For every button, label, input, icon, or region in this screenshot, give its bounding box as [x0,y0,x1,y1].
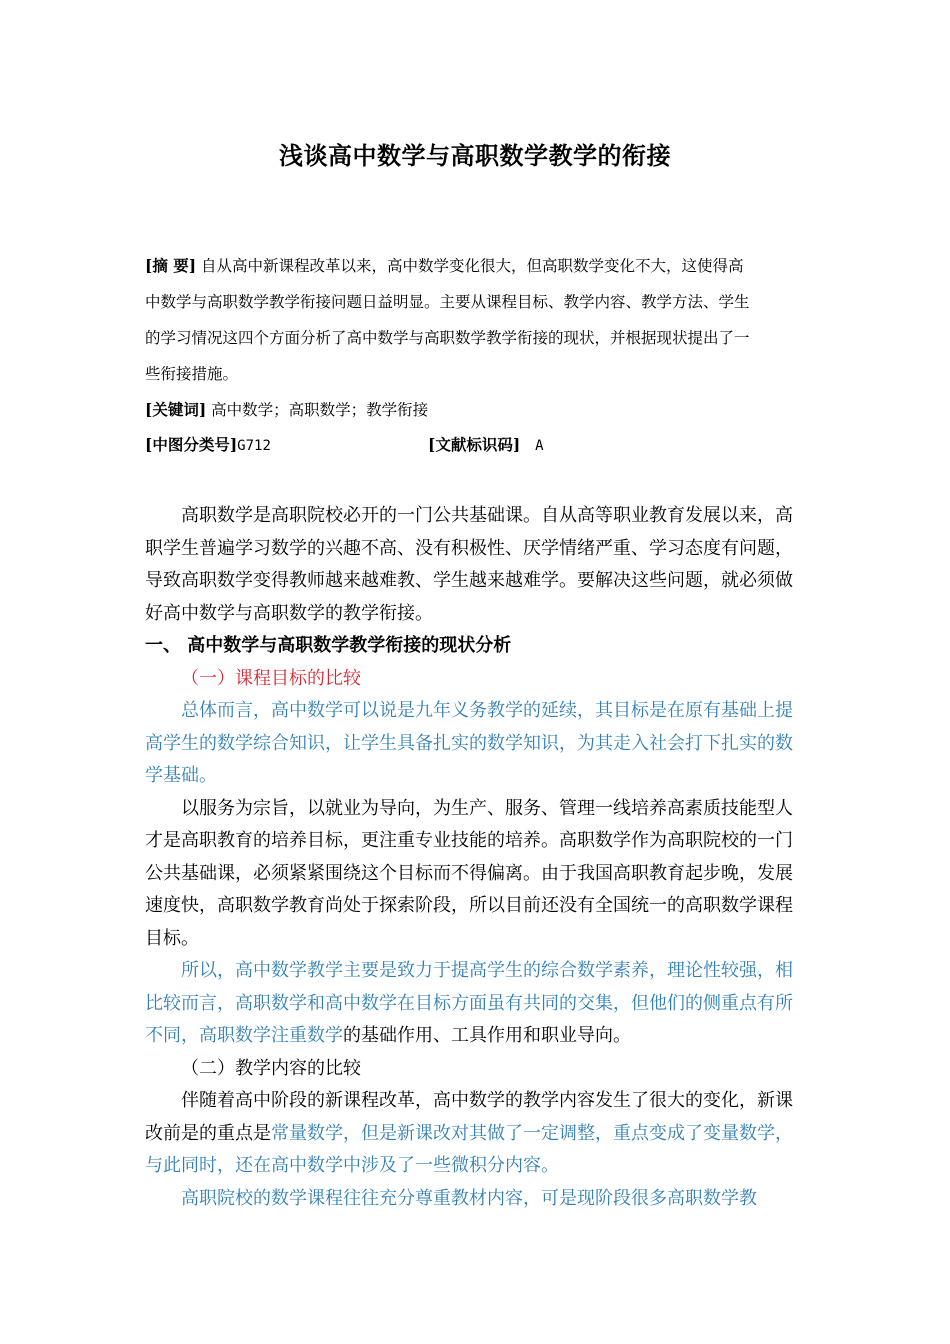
abstract-line-2: 中数学与高职数学教学衔接问题日益明显。主要从课程目标、教学内容、教学方法、学生 [145,293,750,311]
intro-paragraph: 高职数学是高职院校必开的一门公共基础课。自从高等职业教育发展以来，高职学生普遍学习数学的兴趣不高、没有积极性、厌学情绪严重、学习态度有问题，导致高职数学变得教师越来越难教、学生越来越难学。要解决这些问题，就必须做好高中数学与高职数学的教学衔接。 [145,505,793,624]
classification-value: G712 [237,438,271,454]
keywords-text: 高中数学；高职数学；教学衔接 [211,401,429,419]
subsection-2-paragraph-1 [145,1085,810,1183]
subsection-heading-1: （一）课程目标的比较 [181,667,361,689]
paper-title: 浅谈高中数学与高职数学教学的衔接 [279,141,671,170]
subsection-1-paragraph-3-blue: 所以，高中数学教学主要是致力于提高学生的综合数学素养，理论性较强，相比较而言，高职数学和高中数学在目标方面虽有共同的交集，但他们的侧重点有所不同，高职数学注重数学 [145,960,793,1046]
abstract-label: [摘 要] [145,256,197,275]
subsection-1-paragraph-2: 以服务为宗旨，以就业为导向，为生产、服务、管理一线培养高素质技能型人才是高职教育的培养目标，更注重专业技能的培养。高职数学作为高职院校的一门公共基础课，必须紧紧围绕这个目标而不得偏离。由于我国高职教育起步晚，发展速度快，高职数学教育尚处于探索阶段，所以目前还没有全国统一的高职数学课程目标。 [145,797,793,949]
subsection-2-paragraph-1-black: 伴随着高中阶段的新课程改革，高中数学的教学内容发生了很大的变化，新课改前是的重点是 [145,1090,793,1144]
subsection-1-paragraph-3-black: 的基础作用、工具作用和职业导向。 [343,1025,631,1046]
classification-line [145,433,271,455]
subsection-1-paragraph-3 [145,955,810,1053]
abstract-line-1 [145,254,744,276]
keywords-label: [关键词] [145,400,207,419]
subsection-2-paragraph-2: 高职院校的数学课程往往充分尊重教材内容，可是现阶段很多高职数学教 [181,1187,757,1209]
classification-label: [中图分类号] [145,435,238,454]
subsection-1-paragraph-1: 总体而言，高中数学可以说是九年义务教学的延续，其目标是在原有基础上提高学生的数学综合知识，让学生具备扎实的数学知识，为其走入社会打下扎实的数学基础。 [145,700,793,786]
doc-code-label: [文献标识码] [428,435,521,454]
abstract-text-1: 自从高中新课程改革以来，高中数学变化很大，但高职数学变化不大，这使得高 [201,257,744,275]
subsection-heading-2: （二）教学内容的比较 [181,1057,361,1079]
abstract-line-3: 的学习情况这四个方面分析了高中数学与高职数学教学衔接的现状，并根据现状提出了一 [145,329,750,347]
doc-code-line [428,433,544,455]
section-heading-1: 一、 高中数学与高职数学教学衔接的现状分析 [145,635,512,656]
abstract-line-4: 些衔接措施。 [145,365,239,383]
subsection-2-paragraph-1-blue: 常量数学，但是新课改对其做了一定调整，重点变成了变量数学，与此同时，还在高中数学中涉及了一些微积分内容。 [145,1122,793,1176]
keywords-line [145,398,428,420]
doc-code-value: A [535,438,544,454]
body-text [145,500,810,1215]
